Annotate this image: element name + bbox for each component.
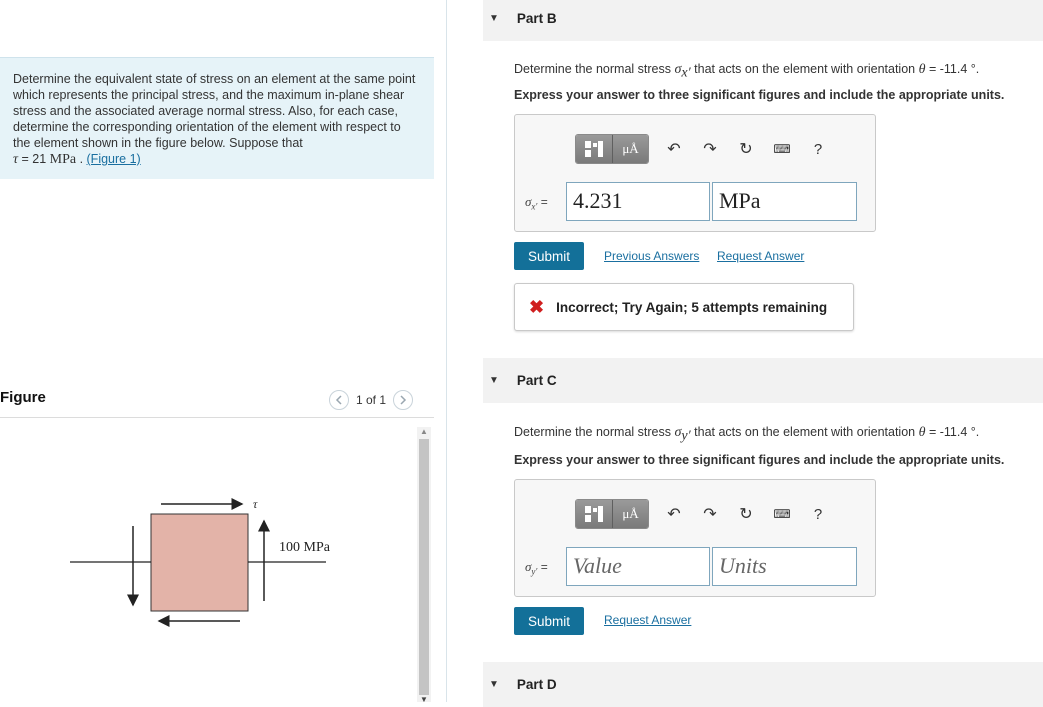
figure-divider [0,417,434,418]
scroll-down-icon[interactable]: ▼ [420,695,428,704]
math-toolbar [575,499,829,529]
part-d-header[interactable] [483,662,1043,707]
part-c-label: Part C [516,373,557,388]
undo-icon[interactable]: ↶ [667,141,681,158]
template-button-group [575,134,649,164]
question-suffix: that acts on the element with orientation [690,425,919,439]
figure-link[interactable]: (Figure 1) [86,152,141,166]
var-subscript: y′ [531,566,538,577]
question-prefix: Determine the normal stress [514,425,675,439]
part-b-answer-box [514,114,876,232]
value-input[interactable]: Value [566,547,710,586]
undo-icon[interactable]: ↶ [667,506,681,523]
angle-value: = -11.4 °. [925,62,980,76]
units-button[interactable]: μÅ [612,135,648,163]
error-x-icon: ✖ [529,296,545,317]
prev-figure-button[interactable] [329,390,349,410]
next-figure-button[interactable] [393,390,413,410]
math-toolbar [575,134,829,164]
redo-icon[interactable]: ↷ [703,141,717,158]
var-equals: = [537,195,548,209]
question-suffix: that acts on the element with orientation [690,62,919,76]
given-eq: = 21 [18,152,50,166]
template-button[interactable] [576,135,612,163]
fraction-template-icon [584,505,604,523]
redo-icon[interactable]: ↷ [703,506,717,523]
units-input[interactable]: Units [712,547,857,586]
feedback-message [514,283,854,331]
angle-value: = -11.4 °. [925,425,980,439]
reset-icon[interactable]: ↻ [739,141,753,158]
collapse-triangle-icon: ▼ [489,13,499,24]
problem-statement [0,57,434,179]
keyboard-icon[interactable]: ⌨ [773,142,791,156]
reset-icon[interactable]: ↻ [739,506,753,523]
figure-scrollbar[interactable] [417,427,431,702]
part-c-question [514,425,979,445]
keyboard-icon[interactable]: ⌨ [773,507,791,521]
stress-element-diagram [60,488,350,638]
column-divider [446,0,447,702]
figure-title: Figure [0,389,46,406]
part-c-instruction: Express your answer to three significant figures and include the appropriate units. [514,453,1005,467]
var-subscript: x′ [531,201,538,212]
scrollbar-thumb[interactable] [419,439,429,695]
scroll-up-icon[interactable]: ▲ [420,427,428,436]
units-input[interactable]: MPa [712,182,857,221]
variable-label [525,559,548,577]
given-end: . [76,152,87,166]
sigma-subscript: x′ [681,65,691,81]
theta-symbol: θ [918,62,926,77]
given-value: MPa [49,152,77,167]
var-symbol: σ [525,194,532,209]
part-c-submit-button[interactable]: Submit [514,607,584,635]
part-b-submit-button[interactable]: Submit [514,242,584,270]
chevron-left-icon [335,395,343,405]
tau-label: τ [253,497,258,511]
figure-counter: 1 of 1 [356,393,387,407]
previous-answers-link[interactable]: Previous Answers [604,249,700,263]
units-button[interactable]: μÅ [612,500,648,528]
variable-label [525,194,548,212]
var-symbol: σ [525,559,532,574]
help-button[interactable]: ? [813,140,823,158]
sigma-subscript: y′ [681,428,691,444]
value-input[interactable]: 4.231 [566,182,710,221]
sigma-symbol: σ [674,425,682,440]
part-c-header[interactable] [483,358,1043,403]
given-symbol: τ [13,152,19,167]
part-b-label: Part B [516,11,557,26]
collapse-triangle-icon: ▼ [489,679,499,690]
feedback-text: Incorrect; Try Again; 5 attempts remaining [556,299,828,315]
part-b-header[interactable] [483,0,1043,41]
part-b-request-answer-link[interactable]: Request Answer [717,249,805,263]
template-button-group [575,499,649,529]
template-button[interactable] [576,500,612,528]
theta-symbol: θ [918,425,926,440]
part-b-question [514,62,979,82]
help-button[interactable]: ? [813,505,823,523]
stress-label: 100 MPa [279,540,330,555]
part-c-answer-box [514,479,876,597]
part-d-label: Part D [516,677,557,692]
part-b-instruction: Express your answer to three significant figures and include the appropriate units. [514,88,1005,102]
stress-element-figure [60,488,350,643]
question-prefix: Determine the normal stress [514,62,675,76]
part-c-request-answer-link[interactable]: Request Answer [604,613,692,627]
collapse-triangle-icon: ▼ [489,375,499,386]
problem-text: Determine the equivalent state of stress on an element at the same point which represents the principal stress, and the maximum in-plane shear stress and the associated average normal stress. Also, for each case, determine the corresponding orientation of the element with respect to the element shown in the figure below. Suppose that [13,72,416,150]
figure-nav [329,390,413,410]
var-equals: = [537,560,548,574]
fraction-template-icon [584,140,604,158]
stress-element [151,514,248,611]
chevron-right-icon [399,395,407,405]
sigma-symbol: σ [674,62,682,77]
